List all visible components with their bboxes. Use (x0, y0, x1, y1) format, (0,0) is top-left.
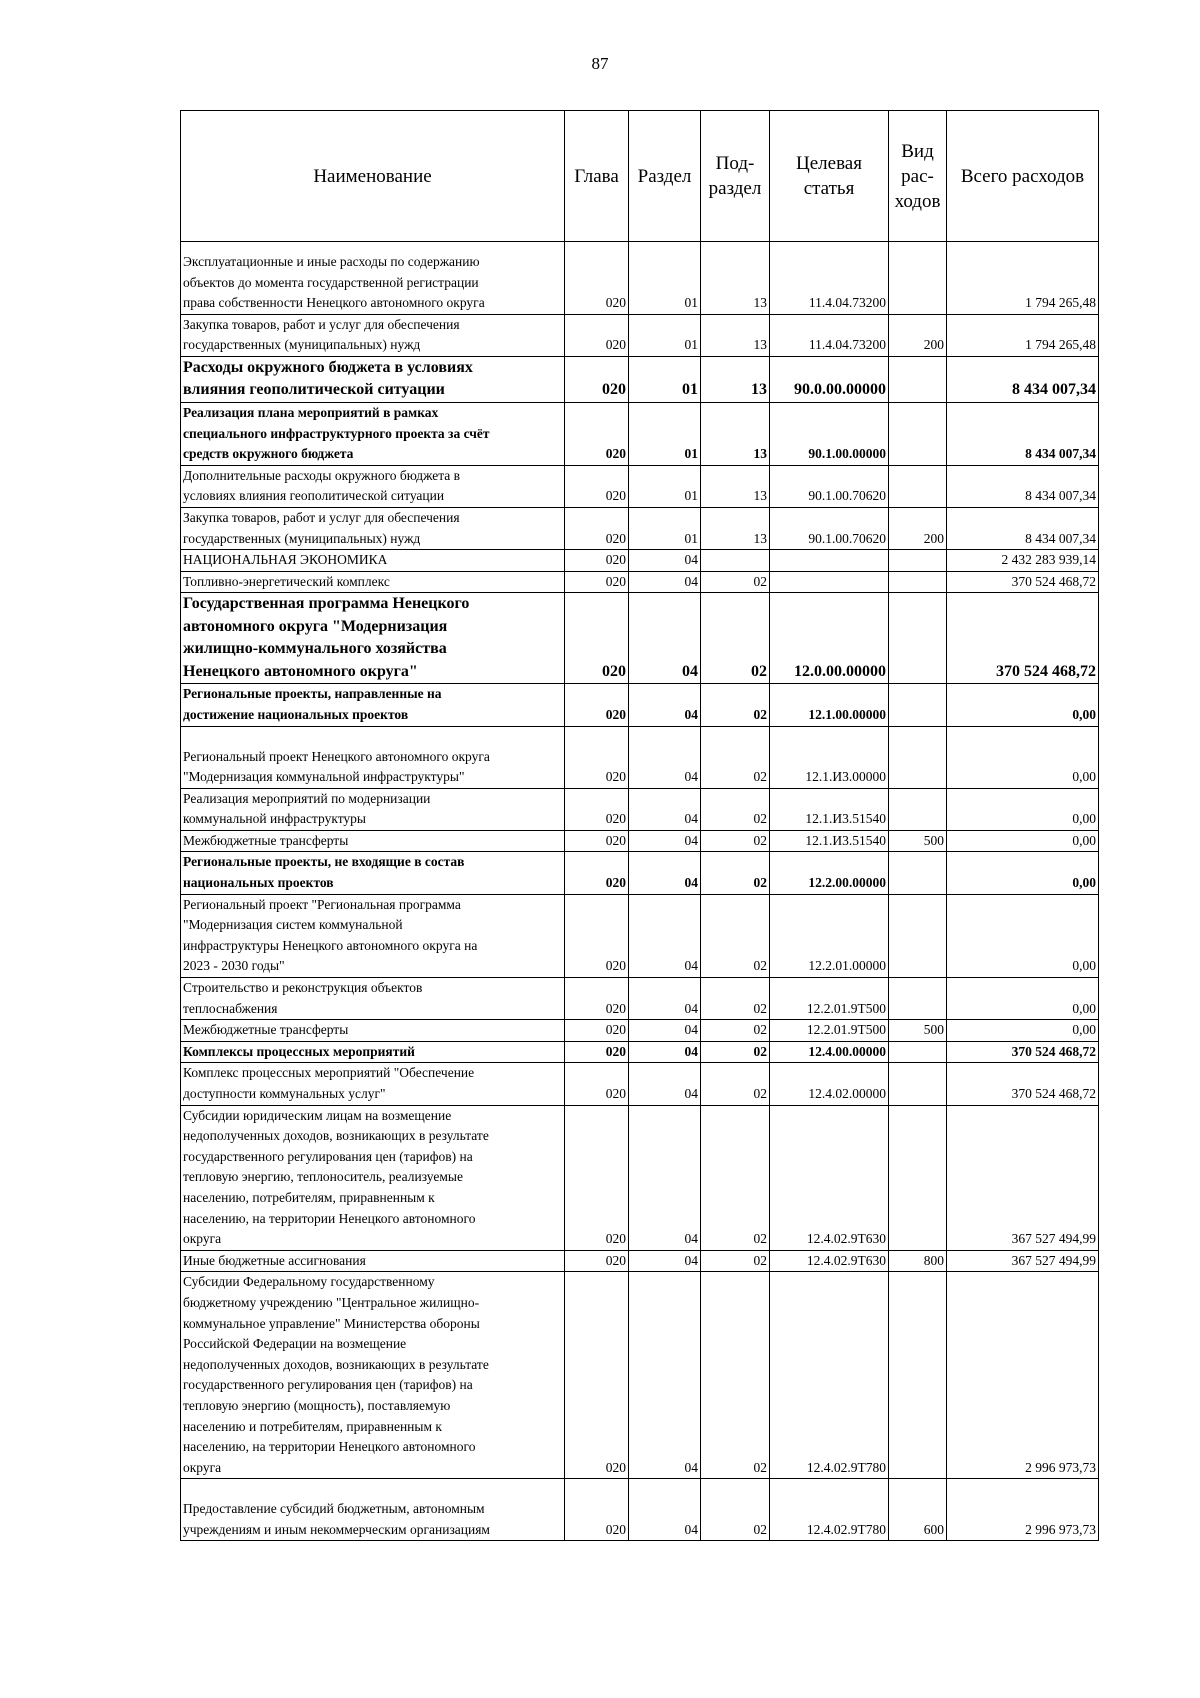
row-celevaya (770, 550, 889, 572)
row-razdel: 04 (629, 550, 701, 572)
row-name: Дополнительные расходы окружного бюджета в условиях влияния геополитической ситуации (181, 465, 565, 507)
row-razdel: 04 (629, 1250, 701, 1272)
row-razdel: 01 (629, 356, 701, 402)
row-podrazdel: 13 (701, 507, 770, 549)
row-glava: 020 (565, 788, 629, 830)
row-name: Закупка товаров, работ и услуг для обеспечения государственных (муниципальных) нужд (181, 314, 565, 356)
row-razdel: 04 (629, 788, 701, 830)
row-name: Топливно-энергетический комплекс (181, 571, 565, 593)
row-razdel: 04 (629, 978, 701, 1020)
row-total: 8 434 007,34 (947, 402, 1099, 465)
row-name: Региональный проект "Региональная программа "Модернизация систем коммунальной инфраструктуры Ненецкого автономного округа на 2023 - 2030 годы" (181, 894, 565, 977)
row-podrazdel: 13 (701, 314, 770, 356)
row-celevaya: 12.2.01.9Т500 (770, 1020, 889, 1042)
row-name: Комплексы процессных мероприятий (181, 1041, 565, 1063)
row-vid (889, 852, 947, 894)
row-name: Предоставление субсидий бюджетным, автономным учреждениям и иным некоммерческим организациям (181, 1479, 565, 1541)
row-glava: 020 (565, 465, 629, 507)
row-total: 2 432 283 939,14 (947, 550, 1099, 572)
row-glava: 020 (565, 1250, 629, 1272)
table-row (181, 1041, 1099, 1063)
row-vid (889, 1063, 947, 1105)
row-vid (889, 788, 947, 830)
header-name: Наименование (181, 111, 565, 242)
row-vid (889, 726, 947, 788)
row-razdel: 04 (629, 684, 701, 726)
row-podrazdel: 02 (701, 726, 770, 788)
table-row (181, 894, 1099, 977)
row-vid (889, 550, 947, 572)
row-glava: 020 (565, 1105, 629, 1250)
row-name: Комплекс процессных мероприятий "Обеспечение доступности коммунальных услуг" (181, 1063, 565, 1105)
row-total: 1 794 265,48 (947, 314, 1099, 356)
row-podrazdel: 02 (701, 571, 770, 593)
table-row (181, 978, 1099, 1020)
row-celevaya: 12.4.02.9Т630 (770, 1250, 889, 1272)
header-podrazdel: Под- раздел (701, 111, 770, 242)
row-podrazdel: 02 (701, 1479, 770, 1541)
table-row (181, 507, 1099, 549)
row-glava: 020 (565, 507, 629, 549)
table-row (181, 242, 1099, 315)
row-podrazdel: 02 (701, 788, 770, 830)
row-total: 370 524 468,72 (947, 1063, 1099, 1105)
table-row (181, 1250, 1099, 1272)
row-total: 8 434 007,34 (947, 356, 1099, 402)
table-row (181, 314, 1099, 356)
row-vid (889, 1105, 947, 1250)
row-glava: 020 (565, 852, 629, 894)
row-total: 367 527 494,99 (947, 1250, 1099, 1272)
header-razdel: Раздел (629, 111, 701, 242)
row-vid (889, 1272, 947, 1479)
table-row (181, 571, 1099, 593)
row-glava: 020 (565, 242, 629, 315)
table-row (181, 1105, 1099, 1250)
row-celevaya: 90.1.00.00000 (770, 402, 889, 465)
row-podrazdel: 02 (701, 593, 770, 684)
table-row (181, 684, 1099, 726)
row-razdel: 04 (629, 830, 701, 852)
row-vid (889, 242, 947, 315)
row-podrazdel: 02 (701, 1250, 770, 1272)
row-name: Реализация мероприятий по модернизации коммунальной инфраструктуры (181, 788, 565, 830)
row-vid: 500 (889, 830, 947, 852)
page-number: 87 (591, 54, 609, 73)
row-celevaya: 90.1.00.70620 (770, 465, 889, 507)
row-podrazdel: 13 (701, 402, 770, 465)
table-row (181, 1063, 1099, 1105)
row-total: 370 524 468,72 (947, 593, 1099, 684)
row-vid (889, 684, 947, 726)
row-vid (889, 978, 947, 1020)
row-celevaya: 12.1.И3.00000 (770, 726, 889, 788)
row-vid: 500 (889, 1020, 947, 1042)
table-row (181, 402, 1099, 465)
row-total: 2 996 973,73 (947, 1479, 1099, 1541)
header-celevaya: Целевая статья (770, 111, 889, 242)
header-total: Всего расходов (947, 111, 1099, 242)
row-razdel: 04 (629, 726, 701, 788)
row-name: Эксплуатационные и иные расходы по содержанию объектов до момента государственной регистрации права собственности Ненецкого автономного округа (181, 242, 565, 315)
row-vid: 600 (889, 1479, 947, 1541)
row-celevaya: 12.4.02.9Т780 (770, 1272, 889, 1479)
row-total: 8 434 007,34 (947, 507, 1099, 549)
table-row (181, 788, 1099, 830)
row-glava: 020 (565, 593, 629, 684)
row-glava: 020 (565, 830, 629, 852)
header-vid: Вид рас- ходов (889, 111, 947, 242)
row-total: 8 434 007,34 (947, 465, 1099, 507)
row-name: Расходы окружного бюджета в условиях влияния геополитической ситуации (181, 356, 565, 402)
row-total: 0,00 (947, 852, 1099, 894)
row-razdel: 01 (629, 314, 701, 356)
row-glava: 020 (565, 1020, 629, 1042)
row-name: Межбюджетные трансферты (181, 830, 565, 852)
row-podrazdel: 02 (701, 1063, 770, 1105)
row-total: 1 794 265,48 (947, 242, 1099, 315)
row-vid (889, 593, 947, 684)
row-celevaya: 12.1.И3.51540 (770, 788, 889, 830)
row-razdel: 04 (629, 894, 701, 977)
row-total: 0,00 (947, 978, 1099, 1020)
row-name: Строительство и реконструкция объектов теплоснабжения (181, 978, 565, 1020)
row-glava: 020 (565, 402, 629, 465)
row-razdel: 04 (629, 571, 701, 593)
row-total: 370 524 468,72 (947, 571, 1099, 593)
row-glava: 020 (565, 314, 629, 356)
table-row (181, 852, 1099, 894)
table-row (181, 726, 1099, 788)
table-row (181, 593, 1099, 684)
row-razdel: 01 (629, 402, 701, 465)
table-row (181, 1020, 1099, 1042)
row-glava: 020 (565, 726, 629, 788)
row-glava: 020 (565, 894, 629, 977)
row-razdel: 04 (629, 1479, 701, 1541)
row-podrazdel: 13 (701, 356, 770, 402)
row-name: Государственная программа Ненецкого автономного округа "Модернизация жилищно-коммунального хозяйства Ненецкого автономного округа" (181, 593, 565, 684)
row-total: 0,00 (947, 830, 1099, 852)
row-vid (889, 402, 947, 465)
table-row (181, 465, 1099, 507)
row-name: Региональный проект Ненецкого автономного округа "Модернизация коммунальной инфраструктуры" (181, 726, 565, 788)
row-razdel: 01 (629, 507, 701, 549)
table-row (181, 356, 1099, 402)
row-celevaya: 12.4.02.9Т780 (770, 1479, 889, 1541)
row-glava: 020 (565, 550, 629, 572)
row-glava: 020 (565, 571, 629, 593)
row-podrazdel: 02 (701, 684, 770, 726)
budget-table (180, 110, 1099, 1541)
row-razdel: 04 (629, 1272, 701, 1479)
row-razdel: 04 (629, 593, 701, 684)
row-celevaya: 90.1.00.70620 (770, 507, 889, 549)
row-name: Реализация плана мероприятий в рамках специального инфраструктурного проекта за счёт средств окружного бюджета (181, 402, 565, 465)
row-glava: 020 (565, 1272, 629, 1479)
row-vid (889, 1041, 947, 1063)
row-total: 2 996 973,73 (947, 1272, 1099, 1479)
row-celevaya: 12.2.01.00000 (770, 894, 889, 977)
row-glava: 020 (565, 978, 629, 1020)
row-vid (889, 356, 947, 402)
row-podrazdel (701, 550, 770, 572)
row-total: 367 527 494,99 (947, 1105, 1099, 1250)
row-celevaya: 12.1.00.00000 (770, 684, 889, 726)
row-razdel: 04 (629, 852, 701, 894)
row-celevaya: 12.0.00.00000 (770, 593, 889, 684)
row-podrazdel: 13 (701, 242, 770, 315)
row-name: Иные бюджетные ассигнования (181, 1250, 565, 1272)
row-razdel: 04 (629, 1105, 701, 1250)
row-glava: 020 (565, 1063, 629, 1105)
row-podrazdel: 13 (701, 465, 770, 507)
row-celevaya: 12.4.02.9Т630 (770, 1105, 889, 1250)
row-vid: 800 (889, 1250, 947, 1272)
row-name: НАЦИОНАЛЬНАЯ ЭКОНОМИКА (181, 550, 565, 572)
table-row (181, 1272, 1099, 1479)
row-name: Региональные проекты, направленные на достижение национальных проектов (181, 684, 565, 726)
row-razdel: 04 (629, 1020, 701, 1042)
table-header-row (181, 111, 1099, 242)
table-row (181, 550, 1099, 572)
row-total: 0,00 (947, 684, 1099, 726)
row-podrazdel: 02 (701, 1272, 770, 1479)
row-podrazdel: 02 (701, 852, 770, 894)
row-celevaya: 12.2.01.9Т500 (770, 978, 889, 1020)
header-glava: Глава (565, 111, 629, 242)
row-name: Субсидии Федеральному государственному бюджетному учреждению "Центральное жилищно- коммунальное управление" Министерства обороны Российской Федерации на возмещение недополученных доходов, возникающих в результате государственного регулирования цен (тарифов) на тепловую энергию (мощность), поставляемую населению и потребителям, приравненным к населению, на территории Ненецкого автономного округа (181, 1272, 565, 1479)
row-podrazdel: 02 (701, 1020, 770, 1042)
row-razdel: 01 (629, 242, 701, 315)
row-razdel: 04 (629, 1063, 701, 1105)
row-vid (889, 465, 947, 507)
row-vid (889, 894, 947, 977)
row-name: Субсидии юридическим лицам на возмещение недополученных доходов, возникающих в результате государственного регулирования цен (тарифов) на тепловую энергию, теплоноситель, реализуемые населению, потребителям, приравненным к населению, на территории Ненецкого автономного округа (181, 1105, 565, 1250)
row-celevaya: 90.0.00.00000 (770, 356, 889, 402)
row-celevaya: 12.1.И3.51540 (770, 830, 889, 852)
row-podrazdel: 02 (701, 978, 770, 1020)
row-name: Региональные проекты, не входящие в состав национальных проектов (181, 852, 565, 894)
row-podrazdel: 02 (701, 894, 770, 977)
table-row (181, 830, 1099, 852)
row-celevaya: 12.2.00.00000 (770, 852, 889, 894)
row-total: 370 524 468,72 (947, 1041, 1099, 1063)
row-vid: 200 (889, 314, 947, 356)
row-podrazdel: 02 (701, 830, 770, 852)
row-total: 0,00 (947, 788, 1099, 830)
row-podrazdel: 02 (701, 1105, 770, 1250)
row-total: 0,00 (947, 894, 1099, 977)
row-celevaya (770, 571, 889, 593)
row-total: 0,00 (947, 1020, 1099, 1042)
row-glava: 020 (565, 356, 629, 402)
row-name: Межбюджетные трансферты (181, 1020, 565, 1042)
row-total: 0,00 (947, 726, 1099, 788)
row-razdel: 04 (629, 1041, 701, 1063)
row-vid: 200 (889, 507, 947, 549)
row-celevaya: 11.4.04.73200 (770, 242, 889, 315)
row-vid (889, 571, 947, 593)
row-glava: 020 (565, 1041, 629, 1063)
row-razdel: 01 (629, 465, 701, 507)
row-podrazdel: 02 (701, 1041, 770, 1063)
row-celevaya: 11.4.04.73200 (770, 314, 889, 356)
row-glava: 020 (565, 1479, 629, 1541)
row-celevaya: 12.4.00.00000 (770, 1041, 889, 1063)
row-glava: 020 (565, 684, 629, 726)
row-name: Закупка товаров, работ и услуг для обеспечения государственных (муниципальных) нужд (181, 507, 565, 549)
row-celevaya: 12.4.02.00000 (770, 1063, 889, 1105)
table-row (181, 1479, 1099, 1541)
